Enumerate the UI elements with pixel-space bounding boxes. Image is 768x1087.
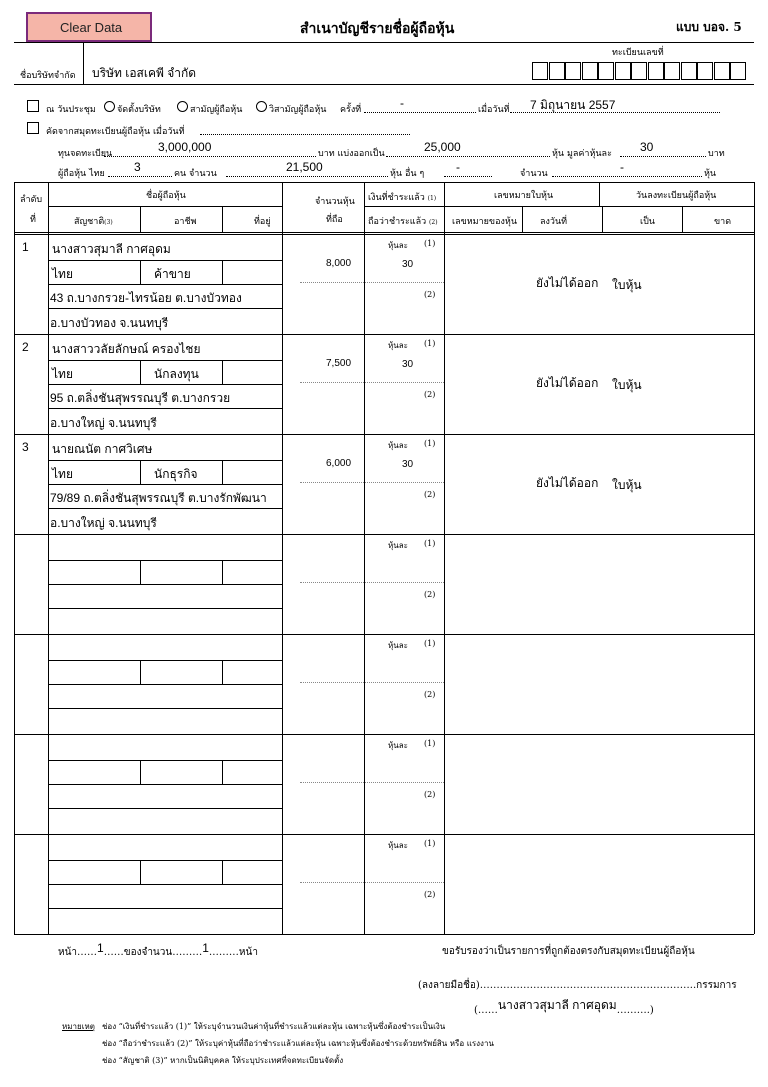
shares-held-field[interactable]: 7,500 [326, 358, 352, 369]
per-share-label: หุ้นละ [388, 441, 408, 450]
holders-thai-label: ผู้ถือหุ้น ไทย [58, 169, 105, 179]
other-count-value[interactable]: - [456, 160, 460, 174]
header-subcolumn-line [522, 206, 523, 232]
per-share-label: หุ้นละ [388, 741, 408, 750]
other-shares-line [552, 176, 702, 177]
table-row-divider [14, 334, 754, 335]
table-row-divider [14, 834, 754, 835]
par-line [620, 156, 706, 157]
row-number: 2 [22, 340, 29, 354]
header-subcolumn-line [599, 182, 600, 206]
header-cert-number: เลขหมายของหุ้น [452, 217, 517, 227]
header-paid: เงินที่ชำระแล้ว (1) [368, 193, 437, 203]
paid-note: (1) [424, 739, 436, 748]
header-deemed: ถือว่าชำระแล้ว (2) [368, 217, 438, 227]
header-cert-no: เลขหมายใบหุ้น [494, 191, 554, 201]
occupation-box-left [140, 260, 141, 284]
other-shares-value[interactable]: - [620, 160, 624, 174]
table-row-divider [14, 234, 754, 235]
occupation-box-right [222, 760, 223, 784]
radio-ordinary[interactable] [177, 101, 188, 112]
holder-name-field[interactable]: นายณนัต กาศวิเศษ [52, 442, 153, 456]
table-subrow-line [48, 684, 282, 685]
other-count-line [444, 176, 492, 177]
table-subrow-line [48, 484, 282, 485]
address-line-2[interactable]: อ.บางบัวทอง จ.นนทบุรี [50, 316, 169, 330]
capital-label: ทุนจดทะเบียน [58, 149, 113, 159]
deemed-note: (2) [424, 390, 436, 399]
signer-wrapper: (……นางสาวสุมาลี กาศอุดม……….) [474, 998, 654, 1016]
registration-digit-box[interactable] [714, 62, 730, 80]
other-label: หุ้น อื่น ๆ [390, 169, 425, 179]
address-line-2[interactable]: อ.บางใหญ่ จ.นนทบุรี [50, 516, 157, 530]
table-row-divider [14, 434, 754, 435]
par-value[interactable]: 30 [640, 140, 654, 154]
per-share-label: หุ้นละ [388, 841, 408, 850]
shares-unit-label: หุ้น [704, 169, 717, 179]
table-column-line [754, 182, 755, 934]
registration-became[interactable]: ใบหุ้น [612, 378, 642, 392]
paid-separator [300, 582, 444, 583]
holder-name-field[interactable]: นางสาววลัยลักษณ์ ครองไชย [52, 342, 201, 356]
table-subrow-line [48, 284, 282, 285]
shares-held-field[interactable]: 6,000 [326, 458, 352, 469]
occupation-box-left [140, 660, 141, 684]
header-nationality: สัญชาติ(3) [74, 217, 113, 227]
holder-name-field[interactable]: นางสาวสุมาลี กาศอุดม [52, 242, 171, 256]
table-subrow-line [48, 760, 282, 761]
paid-note: (1) [424, 239, 436, 248]
occupation-box-left [140, 760, 141, 784]
deemed-note: (2) [424, 590, 436, 599]
thai-count-line [108, 176, 172, 177]
paid-per-share-field[interactable]: 30 [402, 359, 414, 370]
shares-held-field[interactable]: 8,000 [326, 258, 352, 269]
remark-1: ช่อง “เงินที่ชำระแล้ว (1)” ให้ระบุจำนวนเงินค่าหุ้นที่ชำระแล้วแต่ละหุ้น เฉพาะหุ้นซึ่งต้องชำระเป็นเงิน [102, 1022, 446, 1031]
table-subrow-line [48, 784, 282, 785]
per-share-label: หุ้นละ [388, 641, 408, 650]
registration-digit-box[interactable] [730, 62, 746, 80]
capital-value[interactable]: 3,000,000 [158, 140, 212, 154]
remark-2: ช่อง “ถือว่าชำระแล้ว (2)” ให้ระบุค่าหุ้นที่ถือว่าชำระแล้วแต่ละหุ้น เฉพาะหุ้นซึ่งต้องชำระด้วยทรัพย์สิน หรือ แรงงาน [102, 1039, 494, 1048]
nationality-field[interactable]: ไทย [52, 467, 73, 481]
header-order-2: ที่ [30, 215, 36, 225]
table-subrow-line [48, 884, 282, 885]
header-ceased: ขาด [714, 217, 732, 227]
address-line-1[interactable]: 79/89 ถ.ตลิ่งชันสุพรรณบุรี ต.บางรักพัฒนา [50, 491, 267, 505]
deemed-note: (2) [424, 690, 436, 699]
meeting-label: ณ วันประชุม [46, 105, 96, 115]
paid-note: (1) [424, 639, 436, 648]
table-bottom-border [14, 934, 754, 935]
table-column-line [48, 182, 49, 934]
copy-checkbox[interactable] [27, 122, 39, 134]
shares-line [386, 156, 550, 157]
paid-separator [300, 382, 444, 383]
occupation-field[interactable]: ค้าขาย [154, 267, 191, 281]
remark-3: ช่อง “สัญชาติ (3)” หากเป็นนิติบุคคล ให้ระบุประเทศที่จดทะเบียนจัดตั้ง [102, 1056, 344, 1065]
capital-line [104, 156, 316, 157]
occupation-box-left [140, 460, 141, 484]
table-subrow-line [48, 860, 282, 861]
paid-separator [300, 782, 444, 783]
nationality-field[interactable]: ไทย [52, 367, 73, 381]
registration-digit-box[interactable] [631, 62, 647, 80]
header-occupation: อาชีพ [174, 217, 197, 227]
deemed-note: (2) [424, 890, 436, 899]
table-row-divider [14, 534, 754, 535]
total-pages-value[interactable]: 1 [202, 941, 209, 955]
signer-name[interactable]: นางสาวสุมาลี กาศอุดม [497, 998, 617, 1012]
registration-digit-box[interactable] [532, 62, 548, 80]
table-subrow-line [48, 308, 282, 309]
paid-separator [300, 882, 444, 883]
registration-label: ทะเบียนเลขที่ [612, 48, 664, 58]
certify-text: ขอรับรองว่าเป็นรายการที่ถูกต้องตรงกับสมุดทะเบียนผู้ถือหุ้น [442, 946, 695, 957]
page-indicator: หน้า……1……ของจำนวน………1………หน้า [58, 941, 258, 958]
header-issue-date: ลงวันที่ [540, 217, 568, 227]
occupation-box-left [140, 560, 141, 584]
header-subcolumn-line [140, 206, 141, 232]
table-subrow-line [48, 708, 282, 709]
paid-per-share-field[interactable]: 30 [402, 459, 414, 470]
total-shares-value[interactable]: 25,000 [424, 140, 461, 154]
thai-shares-line [226, 176, 388, 177]
table-column-line [444, 182, 445, 934]
registration-digit-box[interactable] [598, 62, 614, 80]
times-value[interactable]: - [400, 96, 404, 110]
deemed-note: (2) [424, 490, 436, 499]
occupation-box-left [140, 360, 141, 384]
per-share-label: หุ้นละ [388, 341, 408, 350]
paid-separator [300, 682, 444, 683]
baht-label: บาท [708, 149, 725, 159]
occupation-box-right [222, 360, 223, 384]
registration-digit-box[interactable] [648, 62, 664, 80]
certificate-status[interactable]: ยังไม่ได้ออก [536, 376, 599, 390]
table-subrow-line [48, 460, 282, 461]
address-line-2[interactable]: อ.บางใหญ่ จ.นนทบุรี [50, 416, 157, 430]
radio-extraordinary[interactable] [256, 101, 267, 112]
paid-note: (1) [424, 539, 436, 548]
amount-label: จำนวน [520, 169, 548, 179]
table-subrow-line [48, 408, 282, 409]
company-divider [83, 42, 84, 84]
meeting-date-label: เมื่อวันที่ [478, 105, 510, 115]
certificate-status[interactable]: ยังไม่ได้ออก [536, 476, 599, 490]
table-column-line [364, 182, 365, 934]
form-title: สำเนาบัญชีรายชื่อผู้ถือหุ้น [300, 21, 455, 37]
address-line-1[interactable]: 43 ถ.บางกรวย-ไทรน้อย ต.บางบัวทอง [50, 291, 242, 305]
occupation-box-right [222, 860, 223, 884]
table-subrow-line [48, 360, 282, 361]
holder-subheader-line [48, 206, 282, 207]
registration-digit-box[interactable] [582, 62, 598, 80]
thai-count-value[interactable]: 3 [134, 160, 141, 174]
row-number: 1 [22, 240, 29, 254]
occupation-box-right [222, 560, 223, 584]
per-share-label: หุ้นละ [388, 241, 408, 250]
registration-became[interactable]: ใบหุ้น [612, 278, 642, 292]
paid-note: (1) [424, 439, 436, 448]
remark-label: หมายเหตุ [62, 1022, 95, 1031]
radio-establish[interactable] [104, 101, 115, 112]
radio-ordinary-label: สามัญผู้ถือหุ้น [190, 105, 243, 115]
occupation-field[interactable]: นักธุรกิจ [154, 467, 198, 481]
header-holder-name: ชื่อผู้ถือหุ้น [146, 191, 186, 201]
header-shares-held: จำนวนหุ้น [315, 197, 355, 207]
occupation-box-right [222, 660, 223, 684]
registration-digit-box[interactable] [697, 62, 713, 80]
occupation-field[interactable]: นักลงทุน [154, 367, 199, 381]
table-subrow-line [48, 560, 282, 561]
company-label: ชื่อบริษัทจำกัด [20, 71, 76, 81]
header-shares-held-2: ที่ถือ [326, 215, 343, 225]
meeting-date-value[interactable]: 7 มิถุนายน 2557 [530, 98, 616, 112]
header-subcolumn-line [222, 206, 223, 232]
occupation-box-right [222, 460, 223, 484]
signature-line: (ลงลายมือชื่อ)………………………………………………………..กรรมการ [418, 980, 737, 991]
registration-digit-box[interactable] [681, 62, 697, 80]
thai-shares-value[interactable]: 21,500 [286, 160, 323, 174]
nationality-field[interactable]: ไทย [52, 267, 73, 281]
radio-extraordinary-label: วิสามัญผู้ถือหุ้น [269, 105, 327, 115]
table-row-divider [14, 734, 754, 735]
address-line-1[interactable]: 95 ถ.ตลิ่งชันสุพรรณบุรี ต.บางกรวย [50, 391, 231, 405]
meeting-checkbox[interactable] [27, 100, 39, 112]
form-code: แบบ บอจ. 5 [676, 20, 742, 34]
header-order: ลำดับ [20, 195, 43, 205]
registration-digit-box[interactable] [615, 62, 631, 80]
page-value[interactable]: 1 [97, 941, 104, 955]
row-number: 3 [22, 440, 29, 454]
top-border [14, 42, 754, 43]
header-subcolumn-line [682, 206, 683, 232]
registration-digit-box[interactable] [664, 62, 680, 80]
persons-label: คน จำนวน [174, 169, 217, 179]
copy-date-line [200, 134, 410, 135]
table-subrow-line [48, 260, 282, 261]
paid-note: (1) [424, 339, 436, 348]
header-reg-date: วันลงทะเบียนผู้ถือหุ้น [636, 191, 717, 201]
table-subrow-line [48, 908, 282, 909]
paid-note: (1) [424, 839, 436, 848]
table-top-border [14, 182, 754, 183]
registration-became[interactable]: ใบหุ้น [612, 478, 642, 492]
table-subrow-line [48, 808, 282, 809]
paid-separator [300, 482, 444, 483]
cert-subheader-line [444, 206, 754, 207]
occupation-box-right [222, 260, 223, 284]
header-subcolumn-line [602, 206, 603, 232]
company-bottom-border [14, 84, 754, 85]
company-name[interactable]: บริษัท เอสเคพี จำกัด [92, 66, 197, 80]
times-line [364, 112, 476, 113]
par-label: หุ้น มูลค่าหุ้นละ [552, 149, 612, 159]
header-address: ที่อยู่ [254, 217, 271, 227]
radio-establish-label: จัดตั้งบริษัท [117, 105, 161, 115]
copy-label: คัดจากสมุดทะเบียนผู้ถือหุ้น เมื่อวันที่ [46, 127, 185, 137]
table-column-line [282, 182, 283, 934]
deemed-note: (2) [424, 790, 436, 799]
table-column-line [14, 182, 15, 934]
paid-subheader-line [364, 206, 444, 207]
table-subrow-line [48, 384, 282, 385]
paid-per-share-field[interactable]: 30 [402, 259, 414, 270]
per-share-label: หุ้นละ [388, 541, 408, 550]
registration-digit-box[interactable] [565, 62, 581, 80]
header-became: เป็น [640, 217, 655, 227]
deemed-note: (2) [424, 290, 436, 299]
capital-divided-label: บาท แบ่งออกเป็น [318, 149, 385, 159]
registration-digit-box[interactable] [549, 62, 565, 80]
certificate-status[interactable]: ยังไม่ได้ออก [536, 276, 599, 290]
table-subrow-line [48, 660, 282, 661]
times-label: ครั้งที่ [340, 105, 362, 115]
table-row-divider [14, 634, 754, 635]
clear-data-button[interactable]: Clear Data [26, 12, 152, 42]
occupation-box-left [140, 860, 141, 884]
table-subrow-line [48, 584, 282, 585]
table-header-bottom [14, 232, 754, 233]
paid-separator [300, 282, 444, 283]
table-subrow-line [48, 508, 282, 509]
table-subrow-line [48, 608, 282, 609]
